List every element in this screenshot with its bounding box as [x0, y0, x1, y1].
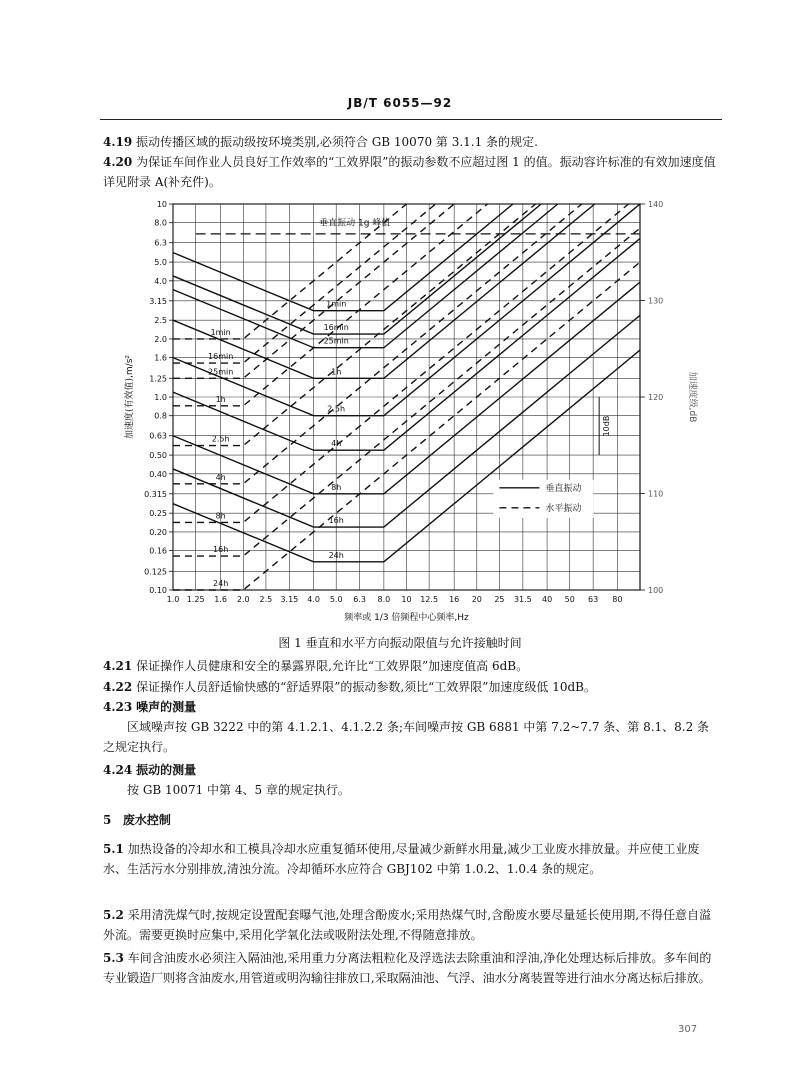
y-tick-label: 0.315 [144, 489, 167, 499]
horizontal-curve-label: 1h [215, 394, 226, 404]
y-tick-label: 8.0 [154, 218, 167, 228]
clause-number: 4.19 [103, 135, 133, 149]
paragraph-4-22 [103, 677, 719, 697]
x-tick-label: 50 [564, 595, 575, 604]
chart-svg [118, 196, 708, 636]
y2-tick-label: 100 [648, 586, 664, 595]
y2-tick-label: 130 [648, 296, 664, 306]
y2-axis-label: 加速度级,dB [687, 371, 697, 423]
x-tick-label: 3.15 [280, 595, 299, 604]
clause-number: 5.3 [103, 951, 124, 965]
x-tick-label: 25 [494, 595, 505, 604]
clause-number: 5.1 [103, 842, 124, 856]
clause-number: 4.21 [103, 659, 133, 673]
horizontal-limit-curve [173, 204, 629, 522]
y2-tick-label: 140 [648, 200, 664, 209]
document-header: JB/T 6055—92 [347, 96, 453, 110]
x-tick-label: 2.5 [259, 595, 273, 604]
vertical-curve-label: 25min [323, 336, 349, 346]
paragraph-4-23-body [103, 717, 719, 757]
peak-label: 垂直振动 1g 峰值 [319, 218, 391, 229]
clause-number: 4.22 [103, 680, 133, 694]
heading-4-23 [103, 697, 719, 717]
x-tick-label: 1.25 [186, 595, 205, 604]
x-tick-label: 20 [471, 595, 482, 604]
clause-number: 4.20 [103, 155, 133, 169]
legend-label-vertical: 垂直振动 [545, 483, 582, 494]
vertical-curve-label: 1min [326, 299, 347, 309]
heading-4-24 [103, 760, 719, 780]
horizontal-curve-label: 25min [208, 367, 234, 377]
x-tick-label: 5.0 [329, 595, 343, 604]
y-tick-label: 1.6 [154, 353, 167, 363]
y2-tick-label: 110 [648, 489, 664, 499]
y2-tick-label: 120 [648, 393, 664, 402]
paragraph-4-20 [103, 152, 719, 192]
x-tick-label: 12.5 [420, 595, 439, 604]
y-tick-label: 0.125 [144, 567, 167, 577]
y-tick-label: 0.16 [149, 546, 167, 556]
horizontal-curve-label: 4h [215, 472, 226, 482]
clause-text: 振动传播区域的振动级按环境类别,必须符合 GB 10070 第 3.1.1 条的规定. [136, 135, 538, 149]
horizontal-curve-label: 1min [210, 327, 231, 337]
y-tick-label: 0.25 [149, 509, 167, 519]
vertical-curve-label: 8h [331, 482, 342, 492]
y-tick-label: 0.20 [149, 527, 167, 537]
clause-text: 为保证车间作业人员良好工作效率的“工效界限”的振动参数不应超过图 1 的值。振动容许标准的有效加速度值详见附录 A(补充件)。 [103, 155, 716, 189]
vertical-curve-label: 2.5h [327, 404, 346, 414]
vertical-curve-label: 16min [323, 323, 349, 333]
y-tick-label: 2.0 [154, 334, 167, 344]
clause-text: 采用清洗煤气时,按规定设置配套曝气池,处理含酚废水;采用热煤气时,含酚废水要尽量延长使用期,不得任意自溢外流。需要更换时应集中,采用化学氧化法或吸附法处理,不得随意排放。 [103, 908, 712, 942]
paragraph-4-24-body [103, 780, 719, 800]
x-tick-label: 80 [612, 595, 623, 604]
section-number: 5 [103, 813, 112, 827]
horizontal-limit-curve [173, 204, 536, 449]
vibration-limit-chart [118, 196, 708, 636]
x-tick-label: 8.0 [377, 595, 391, 604]
x-tick-label: 2.0 [236, 595, 250, 604]
clause-number: 4.24 [103, 763, 133, 777]
x-tick-label: 31.5 [513, 595, 532, 604]
clause-text: 区域噪声按 GB 3222 中的第 4.1.2.1、4.1.2.2 条;车间噪声按 GB 6881 中第 7.2~7.7 条、第 8.1、8.2 条之规定执行。 [103, 720, 710, 754]
x-tick-label: 1.6 [214, 595, 228, 604]
section-5-heading [103, 810, 171, 830]
clause-text: 保证操作人员舒适愉快感的“舒适界限”的振动参数,须比“工效界限”加速度级低 10dB。 [136, 680, 597, 694]
section-title: 废水控制 [122, 813, 171, 827]
clause-heading: 噪声的测量 [136, 700, 197, 714]
horizontal-curve-label: 2.5h [211, 434, 230, 444]
clause-number: 5.2 [103, 908, 124, 922]
x-tick-label: 4.0 [307, 595, 320, 604]
x-tick-label: 6.3 [353, 595, 367, 604]
x-tick-label: 10 [401, 595, 412, 604]
page-number: 307 [678, 1024, 698, 1035]
vertical-curve-label: 16h [328, 516, 344, 526]
y-tick-label: 5.0 [154, 258, 167, 268]
horizontal-limit-curve [173, 204, 582, 484]
paragraph-5-1 [103, 839, 719, 879]
paragraph-4-21 [103, 656, 719, 676]
y-tick-label: 0.8 [154, 411, 167, 421]
y-axis-label: 加速度(有效值),m/s² [125, 355, 135, 439]
x-tick-label: 40 [541, 595, 553, 604]
x-tick-label: 16 [449, 595, 460, 604]
paragraph-5-2 [103, 905, 719, 945]
vertical-curve-label: 24h [328, 550, 344, 560]
horizontal-curve-label: 8h [215, 511, 226, 521]
clause-text: 车间含油废水必须注入隔油池,采用重力分离法粗粒化及浮选法去除重油和浮油,净化处理达标后排放。多车间的专业锻造厂则将含油废水,用管道或明沟输往排放口,采取隔油池、气浮、油水分离装置等进行油水分离达标后排放。 [103, 951, 712, 985]
y-tick-label: 2.5 [154, 316, 167, 326]
clause-text: 按 GB 10071 中第 4、5 章的规定执行。 [127, 783, 350, 797]
vertical-curve-label: 4h [331, 439, 342, 449]
vertical-curve-label: 1h [331, 367, 342, 377]
clause-text: 保证操作人员健康和安全的暴露界限,允许比“工效界限”加速度值高 6dB。 [136, 659, 529, 673]
y-tick-label: 4.0 [154, 276, 167, 286]
paragraph-5-3 [103, 948, 719, 988]
horizontal-curve-label: 24h [213, 579, 229, 588]
clause-text: 加热设备的冷却水和工模具冷却水应重复循环使用,尽量减少新鲜水用量,减少工业废水排放量。并应使工业废水、生活污水分别排放,清浊分流。冷却循环水应符合 GBJ102 中第 1.0.2、1.0.4 条的规定。 [103, 842, 700, 876]
y-tick-label: 10 [156, 200, 167, 209]
y-tick-label: 0.40 [149, 469, 167, 479]
y-tick-label: 1.0 [154, 393, 167, 402]
x-tick-label: 1.0 [166, 595, 180, 604]
legend-label-horizontal: 水平振动 [545, 503, 582, 514]
clause-heading: 振动的测量 [136, 763, 197, 777]
y-tick-label: 0.50 [149, 451, 167, 461]
db-marker-label: 10dB [602, 415, 612, 437]
paragraph-4-19 [103, 132, 719, 152]
clause-number: 4.23 [103, 700, 133, 714]
y-tick-label: 0.10 [149, 586, 167, 595]
header-rule [100, 119, 722, 120]
x-axis-label: 频率或 1/3 倍频程中心频率,Hz [344, 613, 469, 623]
y-tick-label: 1.25 [149, 374, 167, 384]
y-tick-label: 6.3 [154, 238, 167, 248]
y-tick-label: 0.63 [149, 431, 167, 441]
horizontal-curve-label: 16h [213, 545, 229, 555]
x-tick-label: 63 [588, 595, 599, 604]
horizontal-curve-label: 16min [208, 352, 234, 362]
y-tick-label: 3.15 [149, 296, 167, 306]
figure-caption: 图 1 垂直和水平方向振动限值与允许接触时间 [278, 636, 522, 650]
